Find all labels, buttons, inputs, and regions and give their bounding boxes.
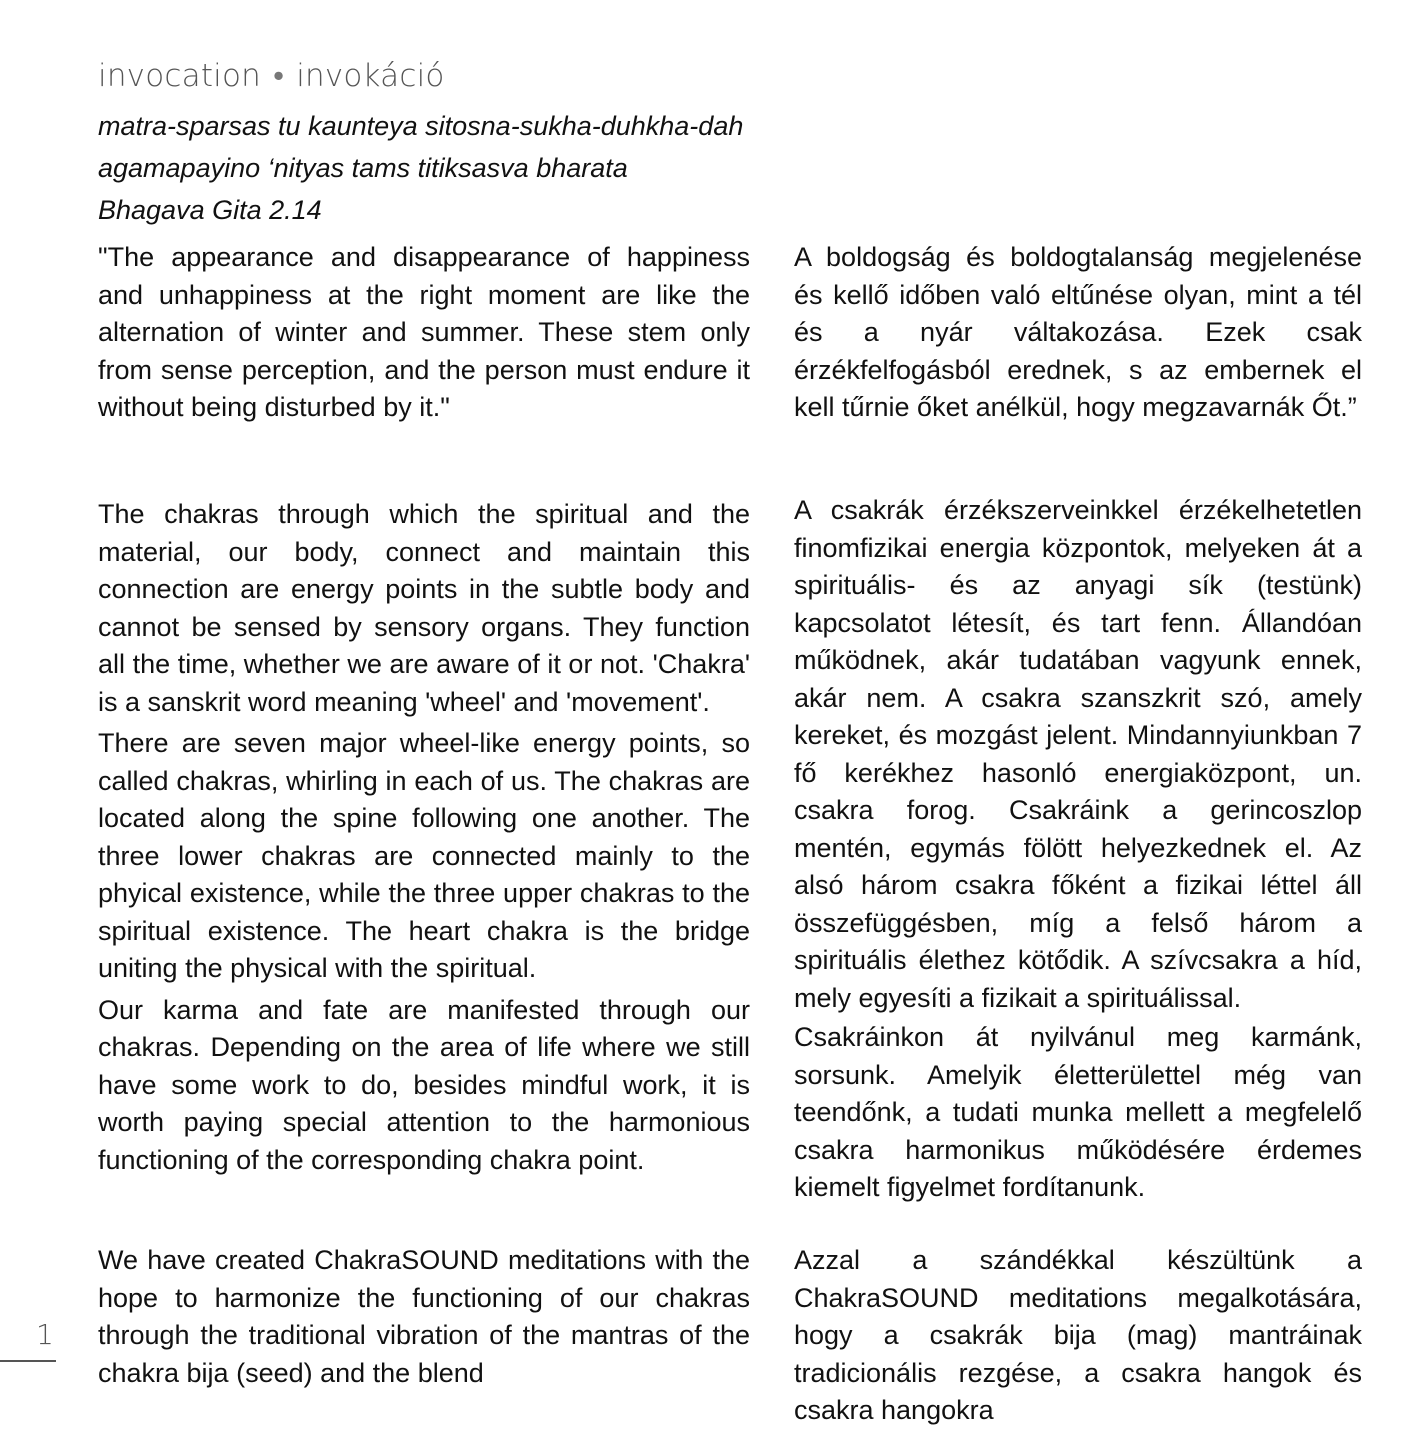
heading-english: invocation (98, 58, 261, 94)
hungarian-meditations-block (794, 1242, 1362, 1430)
english-body-block (98, 496, 750, 1179)
english-seven-chakras-paragraph: There are seven major wheel-like energy points, so called chakras, whirling in each of us. The chakras are located along the spine following one another. The three lower chakras are connected mainly to the phyical existence, while the three upper chakras to the spiritual existence. The heart chakra is the bridge uniting the physical with the spiritual. (98, 728, 750, 983)
english-quote-block (98, 239, 750, 427)
english-meditations-paragraph: We have created ChakraSOUND meditations with the hope to harmonize the functioning of our chakras through the traditional vibration of the mantras of the chakra bija (seed) and the blend (98, 1245, 750, 1388)
verse-source: Bhagava Gita 2.14 (98, 195, 322, 225)
heading-separator: • (273, 58, 285, 94)
hungarian-karma-paragraph: Csakráinkon át nyilvánul meg karmánk, sorsunk. Amelyik életterülettel még van teendőnk, a tudati munka mellett a megfelelő csakra harmonikus működésére érdemes kiemelt figyelmet fordítanunk. (794, 1022, 1362, 1202)
page-number-rule (0, 1360, 56, 1362)
english-chakras-paragraph: The chakras through which the spiritual and the material, our body, connect and maintain this connection are energy points in the subtle body and cannot be sensed by sensory organs. They function all the time, whether we are aware of it or not. 'Chakra' is a sanskrit word meaning 'wheel' and 'movement'. (98, 499, 750, 717)
verse-line-2: agamapayino ‘nityas tams titiksasva bharata (98, 153, 628, 183)
english-karma-paragraph: Our karma and fate are manifested through our chakras. Depending on the area of life where we still have some work to do, besides mindful work, it is worth paying special attention to the harmonious functioning of the corresponding chakra point. (98, 994, 750, 1175)
english-meditations-block (98, 1242, 750, 1392)
page-number: 1 (36, 1318, 54, 1351)
english-quote-paragraph: "The appearance and disappearance of happiness and unhappiness at the right moment are like the alternation of winter and summer. These stem only from sense perception, and the person must endure it without being disturbed by it." (98, 242, 750, 422)
verse-line-1: matra-sparsas tu kaunteya sitosna-sukha-duhkha-dah (98, 111, 744, 141)
hungarian-meditations-paragraph: Azzal a szándékkal készültünk a ChakraSOUND meditations megalkotására, hogy a csakrák bija (mag) mantráinak tradicionális rezgése, a csakra hangok és csakra hangokra (794, 1245, 1362, 1425)
section-heading (98, 58, 445, 94)
heading-hungarian: invokáció (296, 58, 445, 94)
hungarian-quote-paragraph: A boldogság és boldogtalanság megjelenése és kellő időben való eltűnése olyan, mint a tél és a nyár váltakozása. Ezek csak érzékfelfogásból erednek, s az embernek el kell tűrnie őket anélkül, hogy megzavarnák Őt.” (794, 242, 1362, 422)
hungarian-quote-block (794, 239, 1362, 427)
hungarian-chakras-paragraph: A csakrák érzékszerveinkkel érzékelhetetlen finomfizikai energia központok, melyeken át a spirituális- és az anyagi sík (testünk) kapcsolatot létesít, és tart fenn. Állandóan működnek, akár tudatában vagyunk ennek, akár nem. A csakra szanszkrit szó, amely kereket, és mozgást jelent. Mindannyiunkban 7 fő kerékhez hasonló energiaközpont, un. csakra forog. Csakráink a gerincoszlop mentén, egymás fölött helyezkednek el. Az alsó három csakra főként a fizikai léttel áll összefüggésben, míg a felső három a spirituális élethez kötődik. A szívcsakra a híd, mely egyesíti a fizikait a spirituálissal. (794, 495, 1362, 1013)
sanskrit-verse (98, 105, 743, 231)
hungarian-body-block (794, 492, 1362, 1207)
